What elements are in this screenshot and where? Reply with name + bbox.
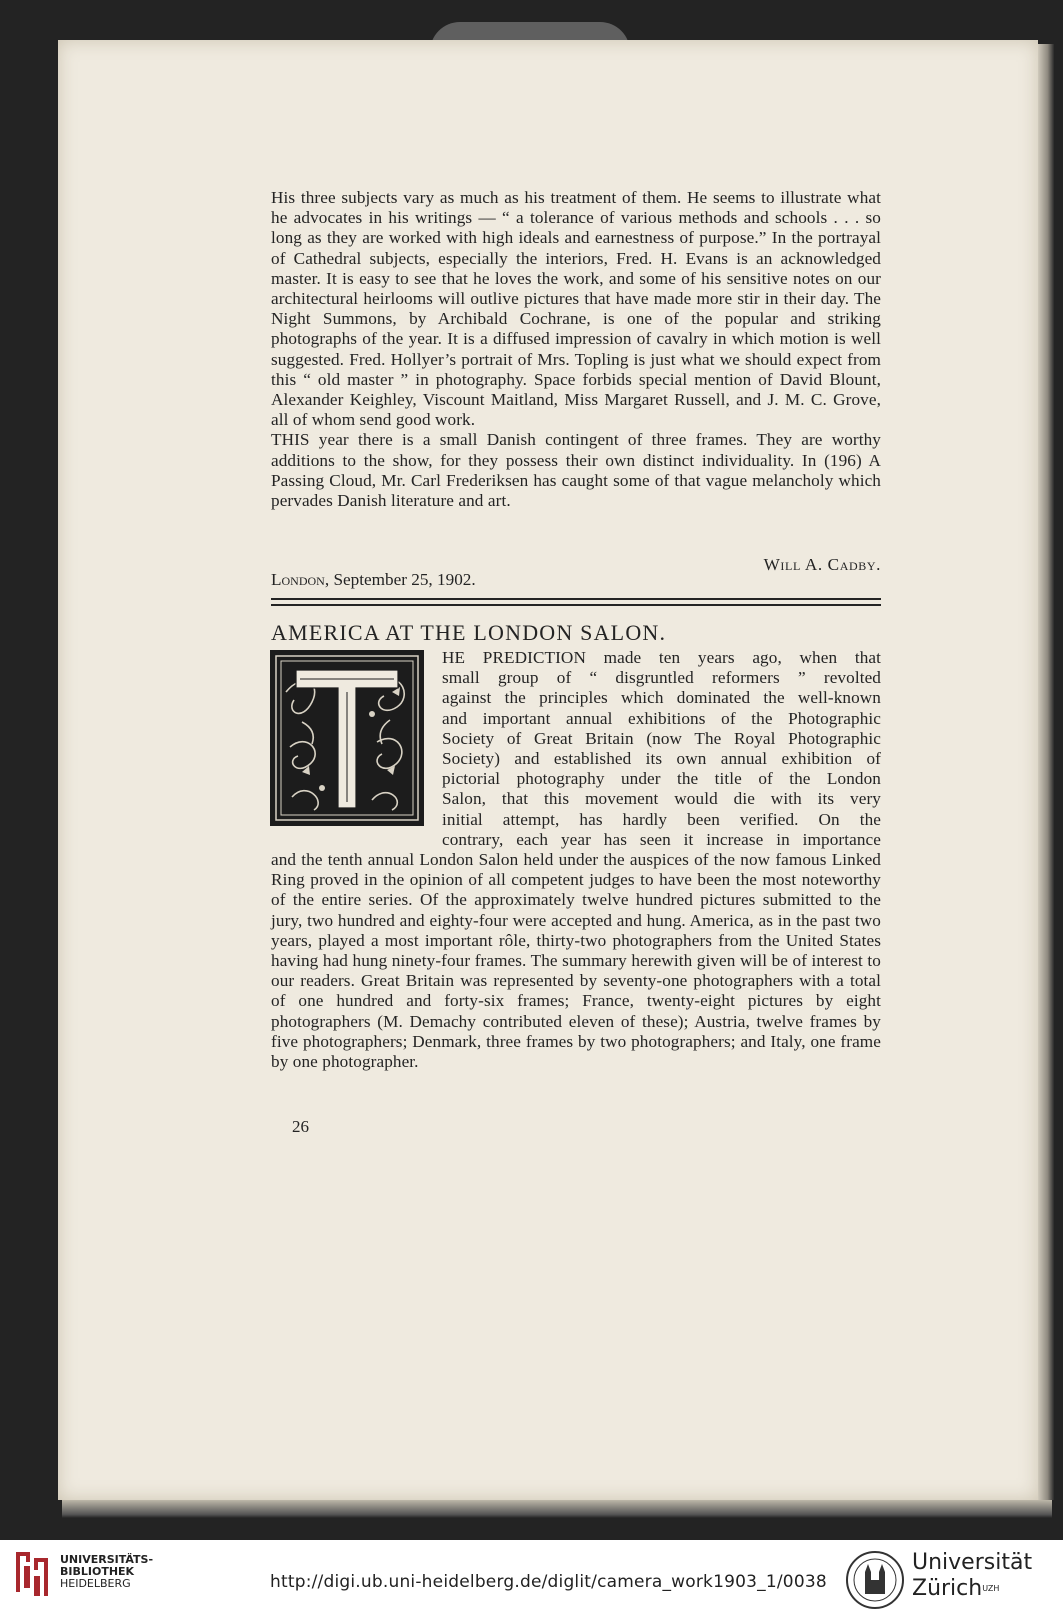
uzh-line-1: Universität bbox=[912, 1550, 1033, 1575]
article-line: and important annual exhibitions of the Photographic bbox=[442, 708, 881, 728]
signature-date: September 25, 1902. bbox=[333, 570, 476, 589]
article-line: Society) and established its own annual exhibition of bbox=[442, 749, 881, 769]
article-line: Salon, that this movement would die with its very bbox=[442, 789, 881, 809]
article-line: initial attempt, has hardly been verified. On the bbox=[442, 809, 881, 829]
article-line: against the principles which dominated the well-known bbox=[442, 688, 881, 708]
double-rule-bottom bbox=[271, 604, 881, 606]
paragraph-danish: THIS year there is a small Danish contingent of three frames. They are worthy additions to the show, for they possess their own distinct individuality. In (196) A Passing Cloud, Mr. Carl Frederiksen has caught some of that vague melancholy which pervades Danish literature and art. bbox=[271, 430, 881, 511]
page-edge bbox=[1038, 44, 1054, 1500]
uzh-seal-icon bbox=[845, 1550, 905, 1610]
page-bottom-edge bbox=[62, 1500, 1052, 1518]
article-line: Society of Great Britain (now The Royal Photographic bbox=[442, 728, 881, 748]
paragraph-evans: His three subjects vary as much as his treatment of them. He seems to illustrate what he advocates in his writings — “ a tolerance of various methods and schools . . . so long as they are worked with high ideals and earnestness of purpose.” In the portrayal of Cathedral subjects, especially the interiors, Fred. H. Evans is an acknowledged master. It is easy to see that he loves the work, and some of his sensitive notes on our architectural heirlooms will outlive pictures that have made more stir in their day. The Night Summons, by Archibald Cochrane, is one of the popular and striking photographs of the year. It is a diffused impression of cavalry in which motion is well suggested. Fred. Hollyer’s portrait of Mrs. Topling is just what we should expect from this “ old master ” in photography. Space forbids special mention of David Blount, Alexander Keighley, Viscount Maitland, Miss Margaret Russell, and J. M. C. Grove, all of whom send good work. bbox=[271, 188, 881, 430]
signature-block bbox=[271, 555, 881, 595]
uzh-superscript: UZH bbox=[982, 1584, 1000, 1593]
section-heading: AMERICA AT THE LONDON SALON. bbox=[271, 620, 667, 645]
library-line: UNIVERSITÄTS- bbox=[60, 1553, 154, 1566]
article-line: HE PREDICTION made ten years ago, when that bbox=[442, 648, 881, 667]
double-rule-top bbox=[271, 598, 881, 600]
signature-place: London, bbox=[271, 570, 330, 589]
drop-cap-ornament bbox=[270, 650, 424, 826]
library-name bbox=[60, 1554, 170, 1590]
article-line: contrary, each year has seen it increase in importance bbox=[442, 829, 881, 849]
library-line: HEIDELBERG bbox=[60, 1577, 131, 1590]
article-continuation: and the tenth annual London Salon held under the auspices of the now famous Linked Ring proved in the opinion of all competent judges to have been the most noteworthy of the entire series. Of the approximately twelve hundred pictures submitted to the jury, two hundred and eighty-four were accepted and hung. America, as in the past two years, played a most important rôle, thirty-two photographers from the United States having had hung ninety-four frames. The summary herewith given will be of interest to our readers. Great Britain was represented by seventy-one photographers with a total of one hundred and forty-six frames; France, twenty-eight pictures by eight photographers (M. Demachy contributed eleven of these); Austria, twelve frames by five photographers; Denmark, three frames by two photographers; and Italy, one frame by one photographer. bbox=[271, 850, 881, 1072]
signature-author: Will A. Cadby. bbox=[763, 555, 881, 574]
signature-place-date bbox=[271, 570, 476, 590]
article-line: pictorial photography under the title of the London bbox=[442, 769, 881, 789]
footer-bar bbox=[0, 1540, 1063, 1618]
ornament-vine-icon bbox=[272, 652, 422, 824]
article-beside-dropcap bbox=[442, 648, 881, 850]
article-continuation-block bbox=[271, 850, 881, 1072]
heidelberg-library-logo-icon bbox=[10, 1548, 54, 1600]
source-url[interactable]: http://digi.ub.uni-heidelberg.de/diglit/camera_work1903_1/0038 bbox=[270, 1572, 827, 1592]
uzh-line-2-wrap bbox=[912, 1576, 1032, 1602]
article-line: small group of “ disgruntled reformers ” revolted bbox=[442, 668, 881, 688]
library-line: BIBLIOTHEK bbox=[60, 1565, 135, 1578]
uzh-name bbox=[912, 1550, 1032, 1602]
top-text-block bbox=[271, 188, 881, 511]
page-number: 26 bbox=[292, 1117, 309, 1136]
uzh-line-2: Zürich bbox=[912, 1576, 983, 1601]
